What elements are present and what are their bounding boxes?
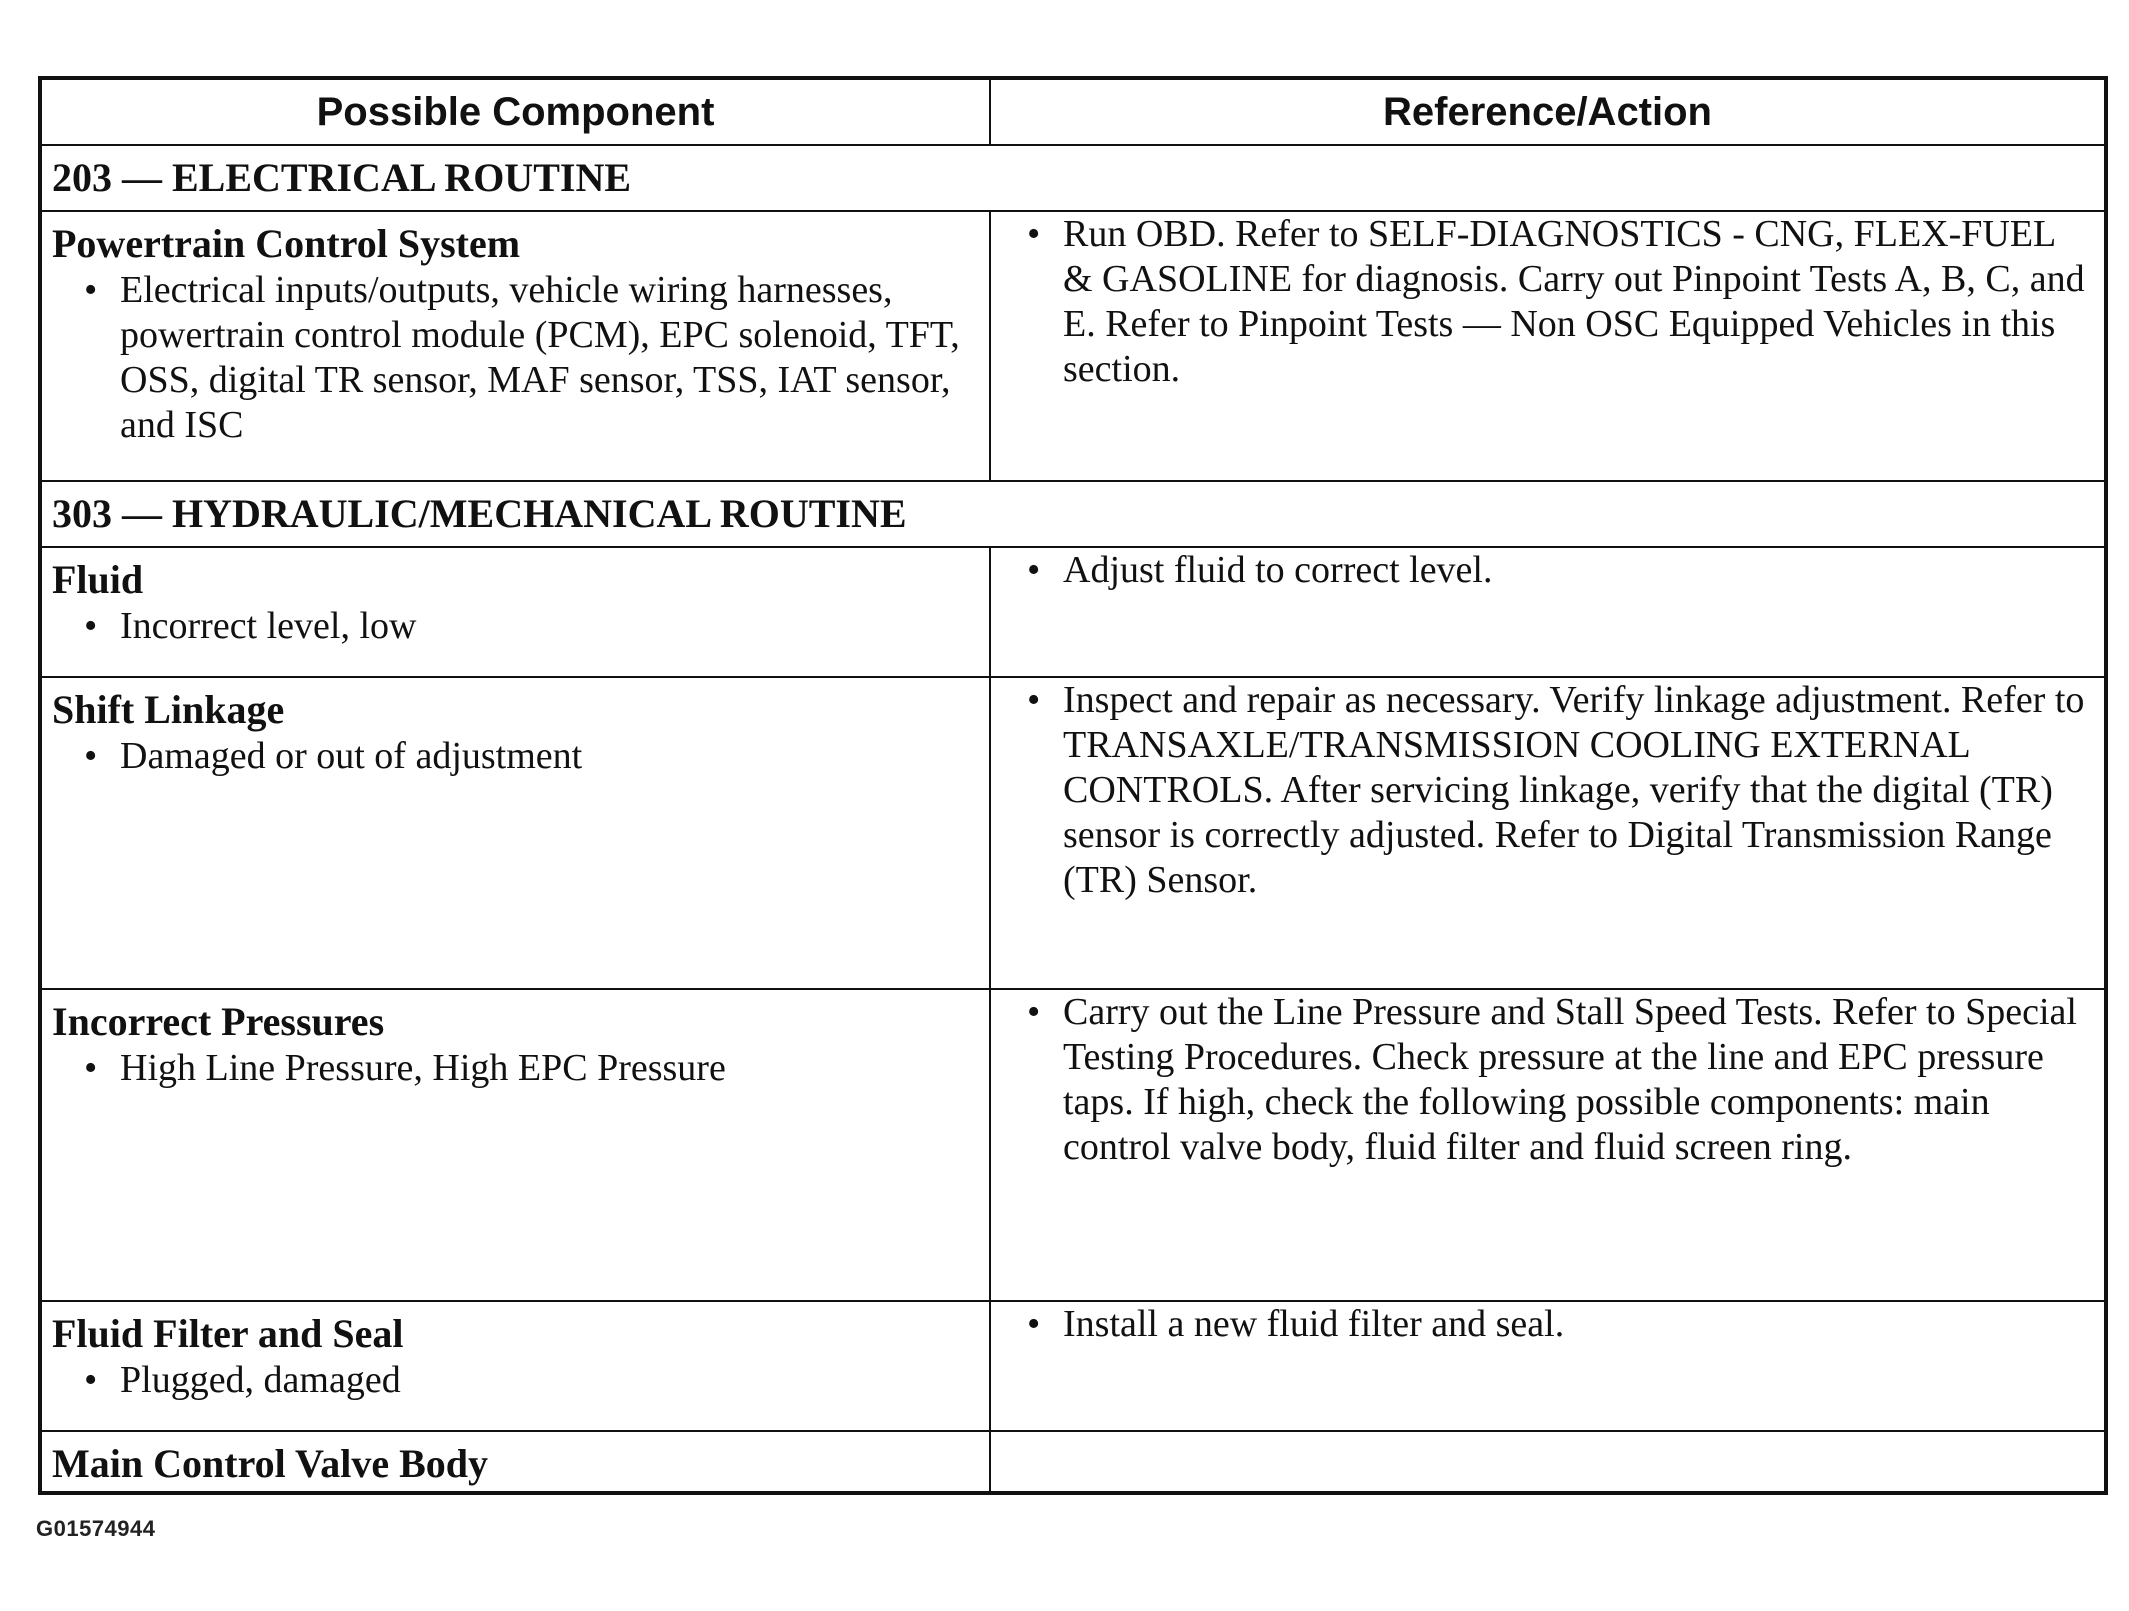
action-bullet bbox=[991, 990, 2104, 1178]
column-header-reference-action: Reference/Action bbox=[990, 78, 2106, 145]
action-bullet bbox=[991, 212, 2104, 400]
bullet-icon: • bbox=[84, 1359, 98, 1401]
section-row-hydraulic-mechanical-routine bbox=[40, 481, 2106, 547]
group-title: Incorrect Pressures bbox=[52, 999, 385, 1044]
bullet-icon: • bbox=[84, 605, 98, 647]
table-row bbox=[40, 547, 2106, 677]
action-cell bbox=[990, 989, 2106, 1301]
group-title: Shift Linkage bbox=[52, 687, 285, 732]
component-bullet bbox=[42, 1046, 989, 1099]
action-cell bbox=[990, 1431, 2106, 1493]
action-text: Inspect and repair as necessary. Verify linkage adjustment. Refer to TRANSAXLE/TRANSMISSION COOLING EXTERNAL CONTROLS. After servicing linkage, verify that the digital (TR) sensor is correctly adjusted. Refer to Digital Transmission Range (TR) Sensor. bbox=[1063, 679, 2085, 901]
component-bullet bbox=[42, 268, 989, 456]
component-cell bbox=[40, 1431, 990, 1493]
table-row bbox=[40, 211, 2106, 481]
action-cell bbox=[990, 547, 2106, 677]
bullet-icon: • bbox=[84, 735, 98, 777]
action-cell bbox=[990, 677, 2106, 989]
component-text: Plugged, damaged bbox=[120, 1359, 401, 1401]
table-row bbox=[40, 989, 2106, 1301]
bullet-icon: • bbox=[1027, 549, 1041, 591]
component-bullet bbox=[42, 734, 989, 787]
action-cell bbox=[990, 211, 2106, 481]
section-row-electrical-routine bbox=[40, 145, 2106, 211]
bullet-icon: • bbox=[84, 1047, 98, 1089]
action-text: Carry out the Line Pressure and Stall Speed Tests. Refer to Special Testing Procedures. Check pressure at the line and EPC pressure taps. If high, check the following possible components: main control valve body, fluid filter and fluid screen ring. bbox=[1063, 991, 2077, 1168]
action-text: Adjust fluid to correct level. bbox=[1063, 549, 1493, 591]
column-header-possible-component: Possible Component bbox=[40, 78, 990, 145]
group-title: Powertrain Control System bbox=[52, 221, 521, 266]
component-cell bbox=[40, 1301, 990, 1431]
table-header-row bbox=[40, 78, 2106, 145]
component-cell bbox=[40, 989, 990, 1301]
component-text: High Line Pressure, High EPC Pressure bbox=[120, 1047, 726, 1089]
component-text: Damaged or out of adjustment bbox=[120, 735, 583, 777]
figure-code: G01574944 bbox=[36, 1516, 156, 1541]
table-row bbox=[40, 1431, 2106, 1493]
component-bullet bbox=[42, 604, 989, 657]
action-bullet bbox=[991, 678, 2104, 911]
bullet-icon: • bbox=[1027, 213, 1041, 255]
bullet-icon: • bbox=[1027, 679, 1041, 721]
component-text: Incorrect level, low bbox=[120, 605, 417, 647]
component-cell bbox=[40, 677, 990, 989]
action-cell bbox=[990, 1301, 2106, 1431]
component-cell bbox=[40, 547, 990, 677]
bullet-icon: • bbox=[1027, 1303, 1041, 1345]
group-title: Fluid Filter and Seal bbox=[52, 1311, 404, 1356]
diagnosis-table bbox=[38, 76, 2108, 1495]
action-text: Run OBD. Refer to SELF-DIAGNOSTICS - CNG, FLEX-FUEL & GASOLINE for diagnosis. Carry out Pinpoint Tests A, B, C, and E. Refer to Pinpoint Tests — Non OSC Equipped Vehicles in this section. bbox=[1063, 213, 2085, 390]
action-bullet bbox=[991, 548, 2104, 601]
group-title: Main Control Valve Body bbox=[52, 1441, 488, 1486]
section-title: 203 — ELECTRICAL ROUTINE bbox=[40, 145, 2106, 211]
table-row bbox=[40, 1301, 2106, 1431]
table-row bbox=[40, 677, 2106, 989]
bullet-icon: • bbox=[84, 269, 98, 311]
component-bullet bbox=[42, 1358, 989, 1411]
component-text: Electrical inputs/outputs, vehicle wiring harnesses, powertrain control module (PCM), EPC solenoid, TFT, OSS, digital TR sensor, MAF sensor, TSS, IAT sensor, and ISC bbox=[120, 269, 960, 446]
bullet-icon: • bbox=[1027, 991, 1041, 1033]
section-title: 303 — HYDRAULIC/MECHANICAL ROUTINE bbox=[40, 481, 2106, 547]
component-cell bbox=[40, 211, 990, 481]
action-text: Install a new fluid filter and seal. bbox=[1063, 1303, 1565, 1345]
group-title: Fluid bbox=[52, 557, 144, 602]
action-bullet bbox=[991, 1302, 2104, 1355]
